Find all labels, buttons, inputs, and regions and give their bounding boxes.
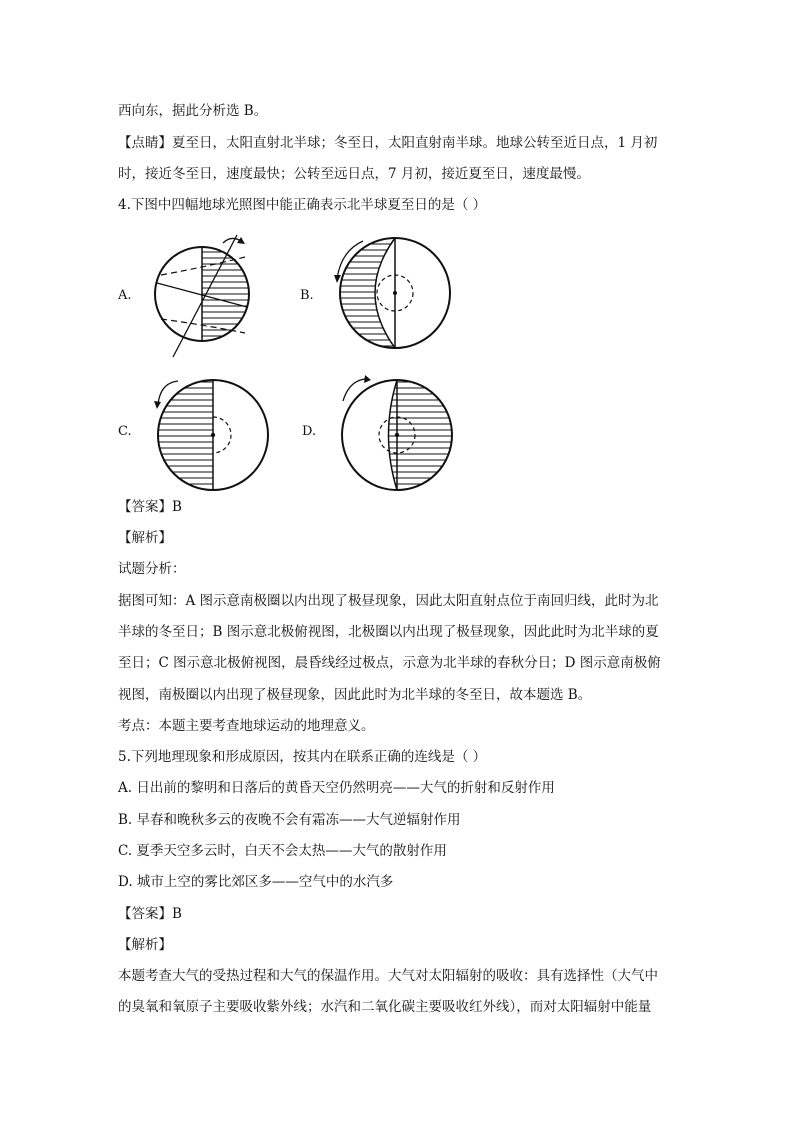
option-c: C. 夏季天空多云时，白天不会太热——大气的散射作用 <box>118 843 447 859</box>
text-line-11: 视图，南极圈以内出现了极昼现象，因此此时为北半球的冬至日，故本题选 B。 <box>118 687 592 703</box>
option-b: B. 早春和晚秋多云的夜晚不会有霜冻——大气逆辐射作用 <box>118 812 461 828</box>
text-line-7: 试题分析： <box>118 561 186 577</box>
answer-label: 【答案】B <box>118 499 182 515</box>
text-line-3: 时，接近冬至日，速度最快；公转至远日点，7 月初，接近夏至日，速度最慢。 <box>118 166 590 182</box>
figure-b-label: B. <box>300 288 314 303</box>
text-line-10: 至日；C 图示意北极俯视图，晨昏线经过极点，示意为北半球的春秋分日；D 图示意南极俯 <box>118 655 661 671</box>
question-4: 4.下图中四幅地球光照图中能正确表示北半球夏至日的是（ ） <box>118 197 487 213</box>
answer-label-2: 【答案】B <box>118 906 182 922</box>
option-d: D. 城市上空的雾比郊区多——空气中的水汽多 <box>118 874 394 890</box>
question-5: 5.下列地理现象和形成原因，按其内在联系正确的连线是（ ） <box>118 749 487 765</box>
option-a: A. 日出前的黎明和日落后的黄昏天空仍然明亮——大气的折射和反射作用 <box>118 780 555 796</box>
text-line-12: 考点：本题主要考查地球运动的地理意义。 <box>118 718 375 734</box>
figure-d-label: D. <box>302 424 317 439</box>
figure-b-diagram <box>325 235 455 355</box>
figure-d-diagram <box>325 373 455 498</box>
figure-c-label: C. <box>118 424 132 439</box>
text-line-21: 的臭氧和氧原子主要吸收紫外线；水汽和二氧化碳主要吸收红外线），而对太阳辐射中能量 <box>118 999 652 1015</box>
text-line-2: 【点睛】夏至日，太阳直射北半球；冬至日，太阳直射南半球。地球公转至近日点，1 月初 <box>118 135 658 151</box>
figure-a-label: A. <box>118 288 132 303</box>
text-line-1: 西向东，据此分析选 B。 <box>118 103 268 119</box>
figure-c-diagram <box>140 373 270 498</box>
figure-a-diagram <box>145 225 265 365</box>
text-line-20: 本题考查大气的受热过程和大气的保温作用。大气对太阳辐射的吸收：具有选择性（大气中 <box>118 968 658 984</box>
text-line-9: 半球的冬至日；B 图示意北极俯视图，北极圈以内出现了极昼现象，因此此时为北半球的夏 <box>118 624 659 640</box>
text-line-8: 据图可知：A 图示意南极圈以内出现了极昼现象，因此太阳直射点位于南回归线，此时为北 <box>118 593 659 609</box>
analysis-label-2: 【解析】 <box>118 937 172 953</box>
analysis-label: 【解析】 <box>118 530 172 546</box>
